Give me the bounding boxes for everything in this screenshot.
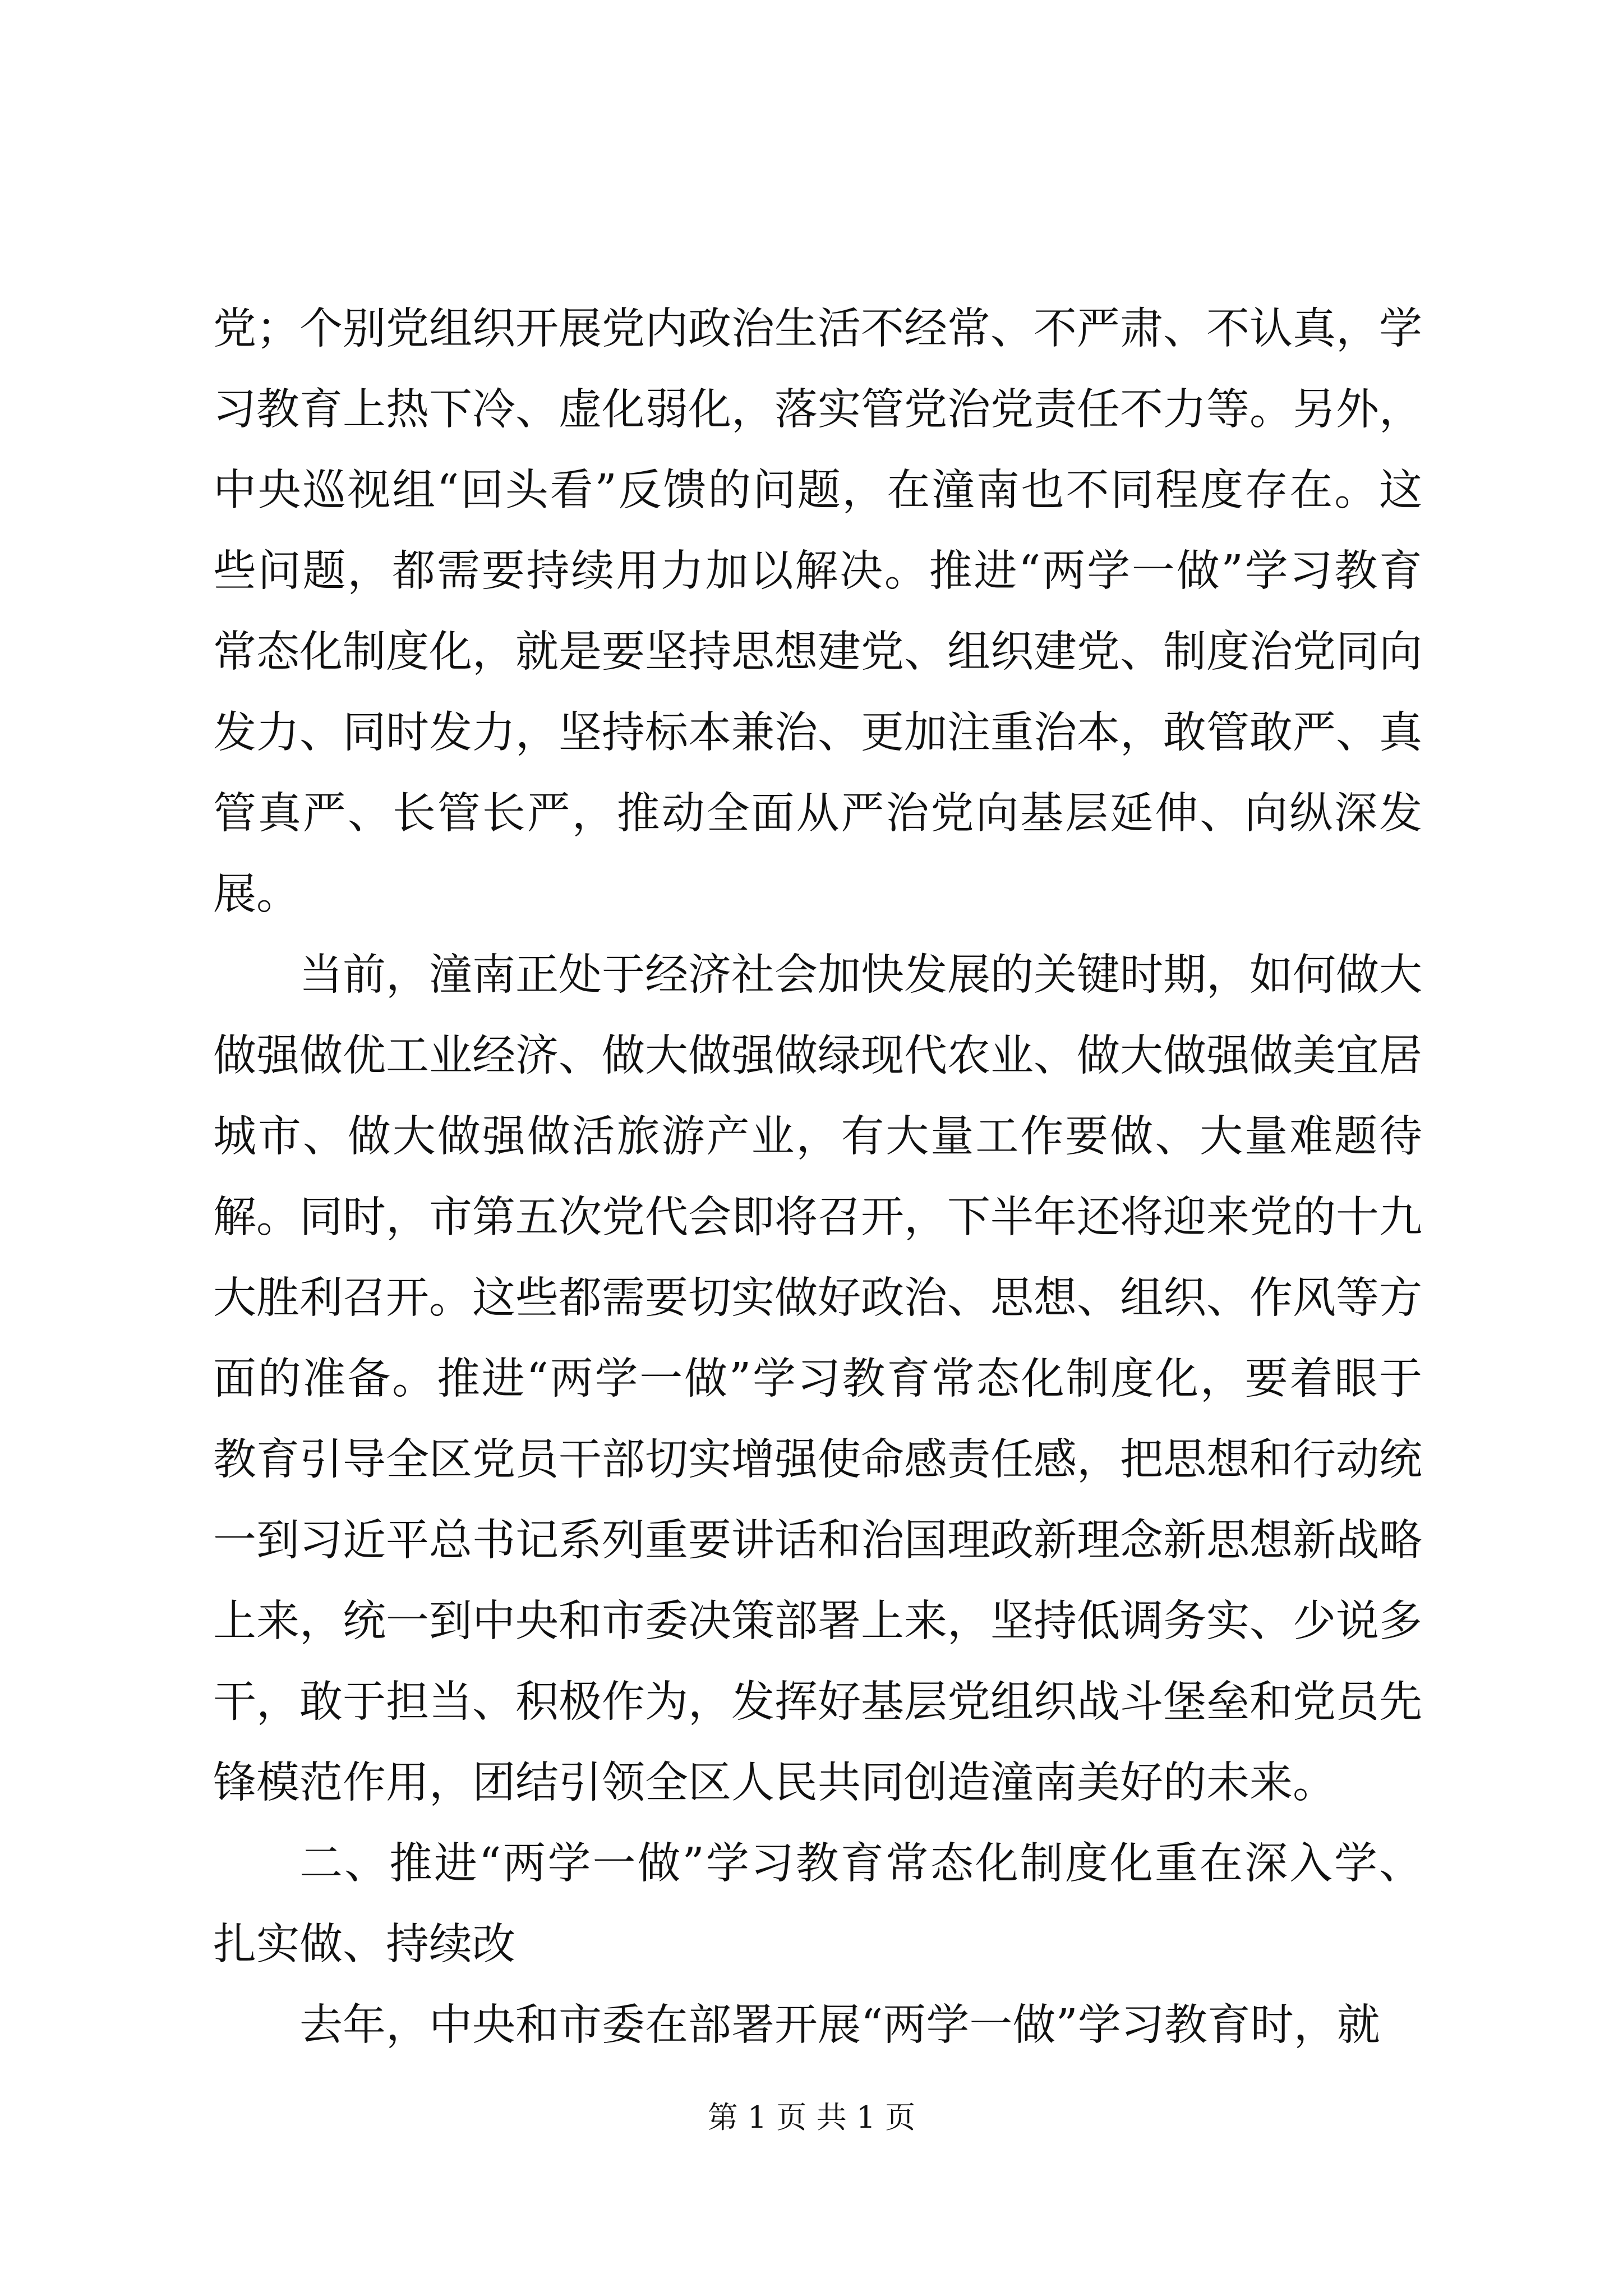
paragraph-2: 当前，潼南正处于经济社会加快发展的关键时期，如何做大做强做优工业经济、做大做强做绿现代农业、做大做强做美宜居城市、做大做强做活旅游产业，有大量工作要做、大量难题待解。同时，市第五次党代会即将召开，下半年还将迎来党的十九大胜利召开。这些都需要切实做好政治、思想、组织、作风等方面的准备。推进“两学一做”学习教育常态化制度化，要着眼于教育引导全区党员干部切实增强使命感责任感，把思想和行动统一到习近平总书记系列重要讲话和治国理政新理念新思想新战略上来，统一到中央和市委决策部署上来，坚持低调务实、少说多干，敢于担当、积极作为，发挥好基层党组织战斗堡垒和党员先锋模范作用，团结引领全区人民共同创造潼南美好的未来。 (213, 950, 1422, 1808)
page-footer: 第 1 页 共 1 页 (707, 2100, 916, 2135)
paragraph-3: 去年，中央和市委在部署开展“两学一做”学习教育时，就 (299, 2000, 1380, 2050)
section-heading-2: 二、推进“两学一做”学习教育常态化制度化重在深入学、扎实做、持续改 (213, 1839, 1422, 1970)
paragraph-1: 党；个别党组织开展党内政治生活不经常、不严肃、不认真，学习教育上热下冷、虚化弱化，落实管党治党责任不力等。另外，中央巡视组“回头看”反馈的问题，在潼南也不同程度存在。这些问题，都需要持续用力加以解决。推进“两学一做”学习教育常态化制度化，就是要坚持思想建党、组织建党、制度治党同向发力、同时发力，坚持标本兼治、更加注重治本，敢管敢严、真管真严、长管长严，推动全面从严治党向基层延伸、向纵深发展。 (213, 304, 1422, 919)
document-body (213, 289, 1422, 2066)
